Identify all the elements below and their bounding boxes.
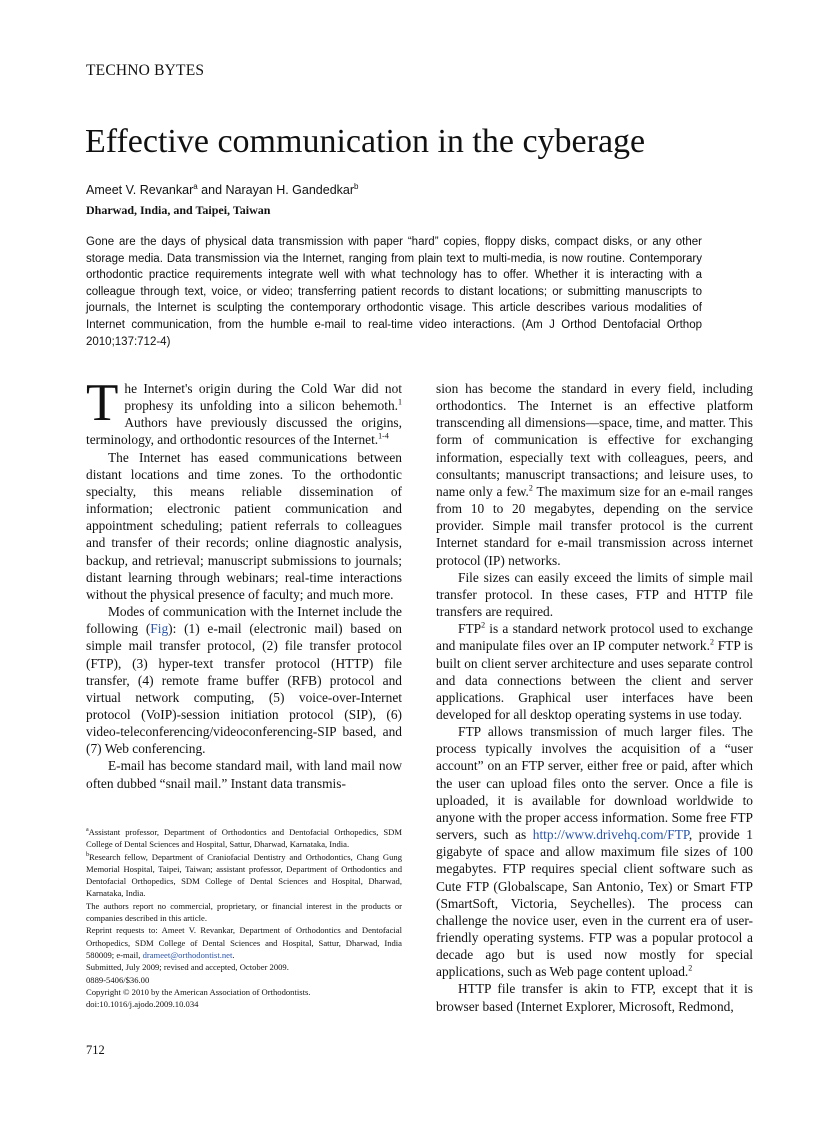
email-link[interactable]: drameet@orthodontist.net <box>142 949 233 960</box>
citation[interactable]: 1 <box>398 397 402 407</box>
author-1-affil-mark: a <box>193 181 198 191</box>
affiliation: Dharwad, India, and Taipei, Taiwan <box>86 203 271 217</box>
article-title: Effective communication in the cyberage <box>85 123 646 160</box>
author-1: Ameet V. Revankar <box>86 183 194 197</box>
paragraph-intro: The Internet's origin during the Cold War did not prophesy its unfolding into a silicon behemoth.$^1$ Authors have previously discussed the origins, terminology, and orthodontic resources of the Internet.$^{1-4}$ <box>86 374 402 448</box>
footnote-code: 0889-5406/$36.00 <box>86 974 150 985</box>
citation[interactable]: 2 <box>528 483 533 493</box>
paragraph: sion has become the standard in every field, including orthodontics. The Internet is an effective platform transcending all dimensions—space, time, and matter. This form of communication is effective for exchanging information, especially text with colleagues, peers, and consultants; manuscript transactions; and leisure uses, to name only a few.$^2$ The maximum size for an e-mail ranges from 10 to 20 megabytes, depending on the service provider. Simple mail transfer protocol is the current Internet standard for e-mail transmission across internet protocol (IP) networks. <box>436 381 753 568</box>
citation[interactable]: 2 <box>709 637 714 647</box>
authors <box>86 183 358 197</box>
footnote-reprint: Reprint requests to: Ameet V. Revankar, Department of Orthodontics and Dentofacial Orthopedics, SDM College of Dental Sciences and Hospital, Sattur, Dharwad, India 580009; e-mail, drameet@orthodontist.net. <box>86 925 402 960</box>
author-2: and Narayan H. Gandedkar <box>197 183 355 197</box>
author-2-affil-mark: b <box>354 181 359 191</box>
footnote-b: $^b$Research fellow, Department of Craniofacial Dentistry and Orthodontics, Chang Gung Memorial Hospital, Taipei, Taiwan; assistant professor, Department of Orthodontics and Dentofacial Orthopedics, SDM College of Dental Sciences and Hospital, Dharwad, Karnataka, India. <box>86 851 402 899</box>
ftp-link[interactable]: http://www.drivehq.com/FTP <box>532 827 689 843</box>
citation[interactable]: 2 <box>481 620 486 630</box>
paragraph: The Internet has eased communications between distant locations and time zones. To the orthodontic specialty, this means reliable dissemination of information; electronic patient communication and appointment scheduling; patient referrals to colleagues and transfer of their records; online diagnostic analysis, backup, and retrieval; manuscript submissions to journals; distant learning through webinars; real-time interactions without the physical presence of faculty; and much more. <box>86 449 402 602</box>
footnotes <box>86 826 402 1010</box>
paragraph: Modes of communication with the Internet include the following (Fig): (1) e-mail (electronic mail) based on simple mail transfer protocol, (2) file transfer protocol (FTP), (3) hyper-text transfer protocol (HTTP) file transfer, (4) remote frame buffer (RFB) protocol and virtual network computing, (5) voice-over-Internet protocol (VoIP)-session initiation protocol (SIP), (6) video-teleconferencing/videoconferencing-SIP based, and (7) Web conferencing. <box>86 604 402 757</box>
abstract: Gone are the days of physical data transmission with paper “hard” copies, floppy disks, compact disks, or any other storage media. Data transmission via the Internet, ranging from plain text to multi-media, is now routine. Contemporary orthodontic practice requirements integrate well with what technology has to offer. Whether it is interacting with a colleague through text, voice, or video; transferring patient records to distant locations; or submitting manuscripts to journals, the Internet is sculpting the contemporary orthodontic visage. This article describes various modalities of Internet communication, from the humble e-mail to real-time video interactions. (Am J Orthod Dentofacial Orthop 2010;137:712-4) <box>86 236 702 348</box>
paragraph: File sizes can easily exceed the limits of simple mail transfer protocol. In these cases, FTP and HTTP file transfers are required. <box>436 569 753 620</box>
section-label: TECHNO BYTES <box>86 62 205 79</box>
citation[interactable]: 2 <box>688 963 693 973</box>
paragraph: E-mail has become standard mail, with land mail now often dubbed “snail mail.” Instant data transmis- <box>86 758 402 791</box>
citation[interactable]: 1-4 <box>378 432 389 441</box>
paragraph: HTTP file transfer is akin to FTP, except that it is browser based (Internet Explorer, Microsoft, Redmond, <box>436 981 753 1014</box>
footnote-copyright: Copyright © 2010 by the American Association of Orthodontists. <box>86 986 311 997</box>
footnote-interest: The authors report no commercial, proprietary, or financial interest in the products or companies described in this article. <box>86 900 402 924</box>
right-column <box>436 380 753 1015</box>
paragraph: FTP allows transmission of much larger files. The process typically involves the acquisition of a “user account” on an FTP server, either free or paid, after which the user can upload files onto the server. Once a file is uploaded, it is available for download worldwide to anyone with the proper access information. Some free FTP servers, such as http://www.drivehq.com/FTP, provide 1 gigabyte of space and allow maximum file sizes of 100 megabytes. FTP requires special client software such as Cute FTP (Globalscape, San Antonio, Tex) or Smart FTP (SmartSoft, Victoria, Seychelles). The process can challenge the novice user, even in the current era of user-friendly operating systems. FTP was a popular protocol a decade ago but is used now mostly for special applications, such as Web page content upload.$^2$ <box>436 724 753 980</box>
footnote-doi: doi:10.1016/j.ajodo.2009.10.034 <box>86 999 199 1010</box>
paragraph: FTP$^2$ is a standard network protocol used to exchange and manipulate files over an IP computer network.$^2$ FTP is built on client server architecture and uses separate control and data connections between the client and server applications. Graphical user interfaces have been developed for all desktop operating systems in use today. <box>436 620 753 722</box>
page-number: 712 <box>86 1043 105 1057</box>
footnote-a: $^a$Assistant professor, Department of Orthodontics and Dentofacial Orthopedics, SDM College of Dental Sciences and Hospital, Sattur, Dharwad, Karnataka, India. <box>86 827 402 850</box>
footnote-submitted: Submitted, July 2009; revised and accepted, October 2009. <box>86 962 289 973</box>
figure-link[interactable]: Fig <box>150 621 169 637</box>
left-column <box>86 374 402 792</box>
drop-cap: T <box>86 374 119 432</box>
